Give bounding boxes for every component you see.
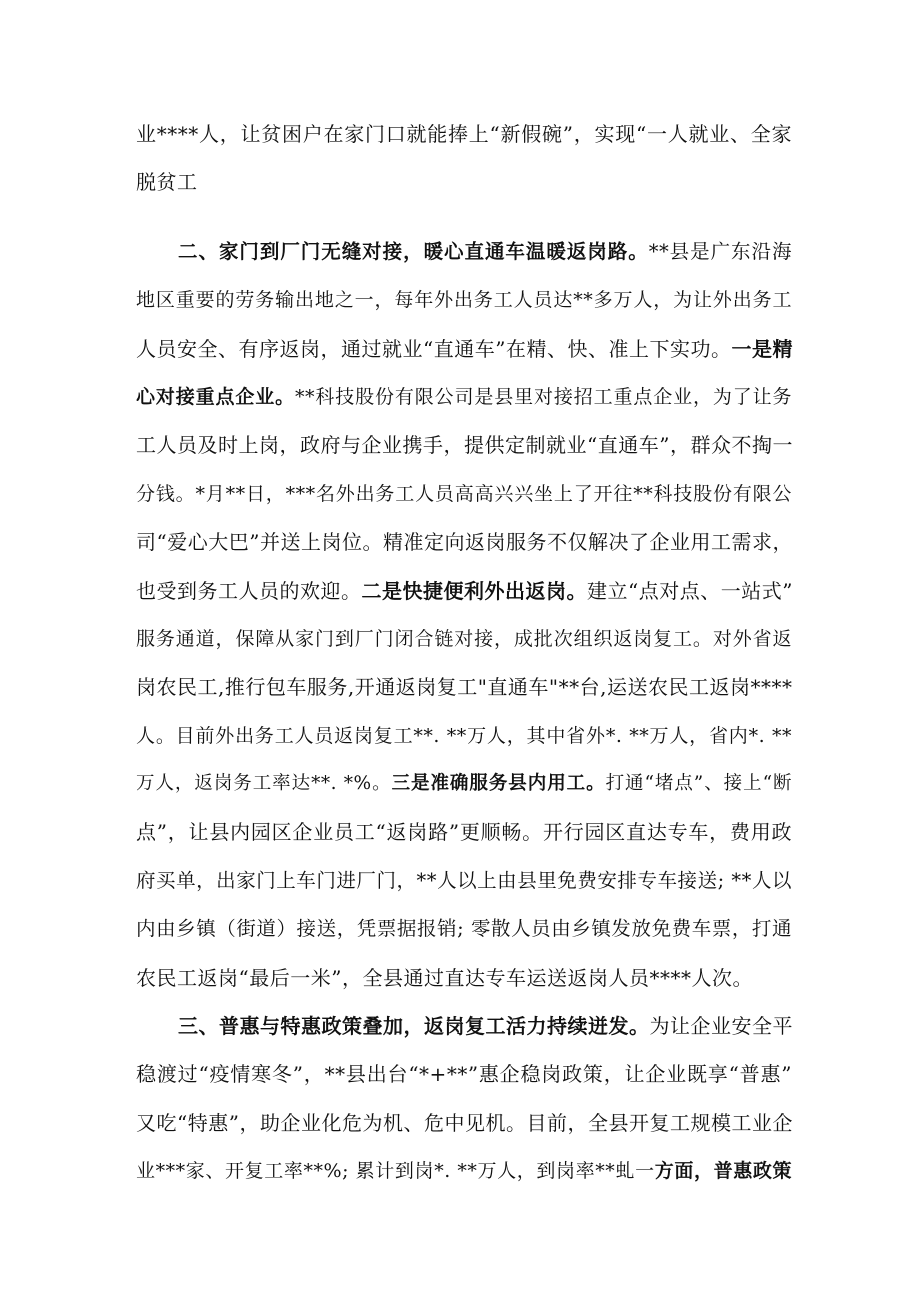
text-run: 万人，返岗务工率达**. *%。 — [136, 773, 392, 795]
text-line — [136, 325, 792, 373]
text-run: 地区重要的劳务输出地之一，每年外出务工人员达**多万人，为让外出务工 — [136, 289, 792, 312]
paragraph-1 — [136, 110, 792, 207]
text-run: 又吃“特惠”，助企业化危为机、危中见机。目前，全县开复工规模工业企 — [136, 1110, 793, 1135]
text-line — [136, 373, 792, 421]
text-line — [136, 470, 792, 518]
text-line — [136, 663, 792, 711]
text-run: 分钱。*月**日，***名外出务工人员高高兴兴坐上了开往**科技股份有限公 — [136, 482, 792, 505]
text-line — [136, 421, 792, 469]
bold-run: 方面，普惠政策 — [654, 1160, 792, 1183]
text-line — [136, 158, 792, 206]
text-line — [136, 905, 792, 953]
text-run: 打通“堵点”、接上“断 — [605, 773, 793, 795]
text-line — [136, 1099, 792, 1147]
paragraph-3 — [136, 1002, 792, 1196]
text-run: 脱贫工 — [136, 170, 198, 195]
text-line — [136, 228, 792, 276]
text-run: 业***家、开复工率**%; 累计到岗*. **万人，到岗率**虬一 — [136, 1160, 655, 1183]
text-line — [136, 808, 792, 856]
text-line — [136, 954, 792, 1002]
text-line — [136, 110, 792, 158]
text-line — [136, 1002, 792, 1050]
text-run: 人。目前外出务工人员返岗复工**. **万人，其中省外*. **万人，省内*. ** — [136, 724, 792, 747]
text-line — [136, 857, 792, 905]
section-heading: 三、普惠与特惠政策叠加，返岗复工活力持续迸发。 — [178, 1014, 650, 1039]
text-run: 农民工返岗“最后一米”，全县通过直达专车运送返岗人员****人次。 — [136, 965, 753, 990]
text-run: 服务通道，保障从家门到厂门闭合链对接，成批次组织返岗复工。对外省返 — [136, 627, 792, 650]
text-run: 府买单，出家门上车门进厂门，**人以上由县里免费安排专车接送; **人以 — [136, 868, 792, 892]
text-line — [136, 567, 792, 615]
text-run: 稳渡过“疫情寒冬”，**县出台“*+**”惠企稳岗政策，让企业既享“普惠” — [136, 1062, 792, 1087]
text-line — [136, 276, 792, 324]
bold-run: 三是准确服务县内用工。 — [391, 773, 606, 795]
text-run: 建立“点对点、一站式” — [587, 578, 793, 603]
text-run: **县是广东沿海 — [648, 239, 792, 263]
text-run: 内由乡镇（街道）接送，凭票据报销; 零散人员由乡镇发放免费车票，打通 — [136, 917, 792, 941]
text-line — [136, 615, 792, 663]
text-line — [136, 712, 792, 760]
document-page — [136, 110, 792, 1196]
bold-run: 心对接重点企业。 — [136, 385, 295, 408]
text-line — [136, 518, 792, 566]
text-run: 岗农民工,推行包车服务,开通返岗复工"直通车"**台,运送农民工返岗**** — [136, 675, 793, 700]
text-run: 司“爱心大巴”并送上岗位。精准定向返岗服务不仅解决了企业用工需求， — [136, 530, 793, 555]
paragraph-2 — [136, 228, 792, 1002]
text-run: 也受到务工人员的欢迎。 — [136, 578, 362, 603]
text-run: 工人员及时上岗，政府与企业携手，提供定制就业“直通车”，群众不掏一 — [136, 433, 793, 458]
text-line — [136, 1147, 792, 1195]
section-heading: 二、家门到厂门无缝对接，暖心直通车温暖返岗路。 — [178, 239, 649, 263]
bold-run: 一是精 — [731, 336, 793, 361]
text-run: 人员安全、有序返岗，通过就业“直通车”在精、快、准上下实功。 — [136, 336, 732, 361]
text-run: 为让企业安全平 — [649, 1014, 793, 1039]
text-line — [136, 1050, 792, 1098]
text-run: **科技股份有限公司是县里对接招工重点企业，为了让务 — [295, 385, 792, 408]
bold-run: 二是快捷便利外出返岗。 — [361, 578, 587, 603]
text-line — [136, 760, 792, 808]
text-run: 业****人，让贫困户在家门口就能捧上“新假碗”，实现“一人就业、全家 — [136, 122, 792, 146]
text-run: 点”，让县内园区企业员工“返岗路”更顺畅。开行园区直达专车，费用政 — [136, 820, 792, 845]
